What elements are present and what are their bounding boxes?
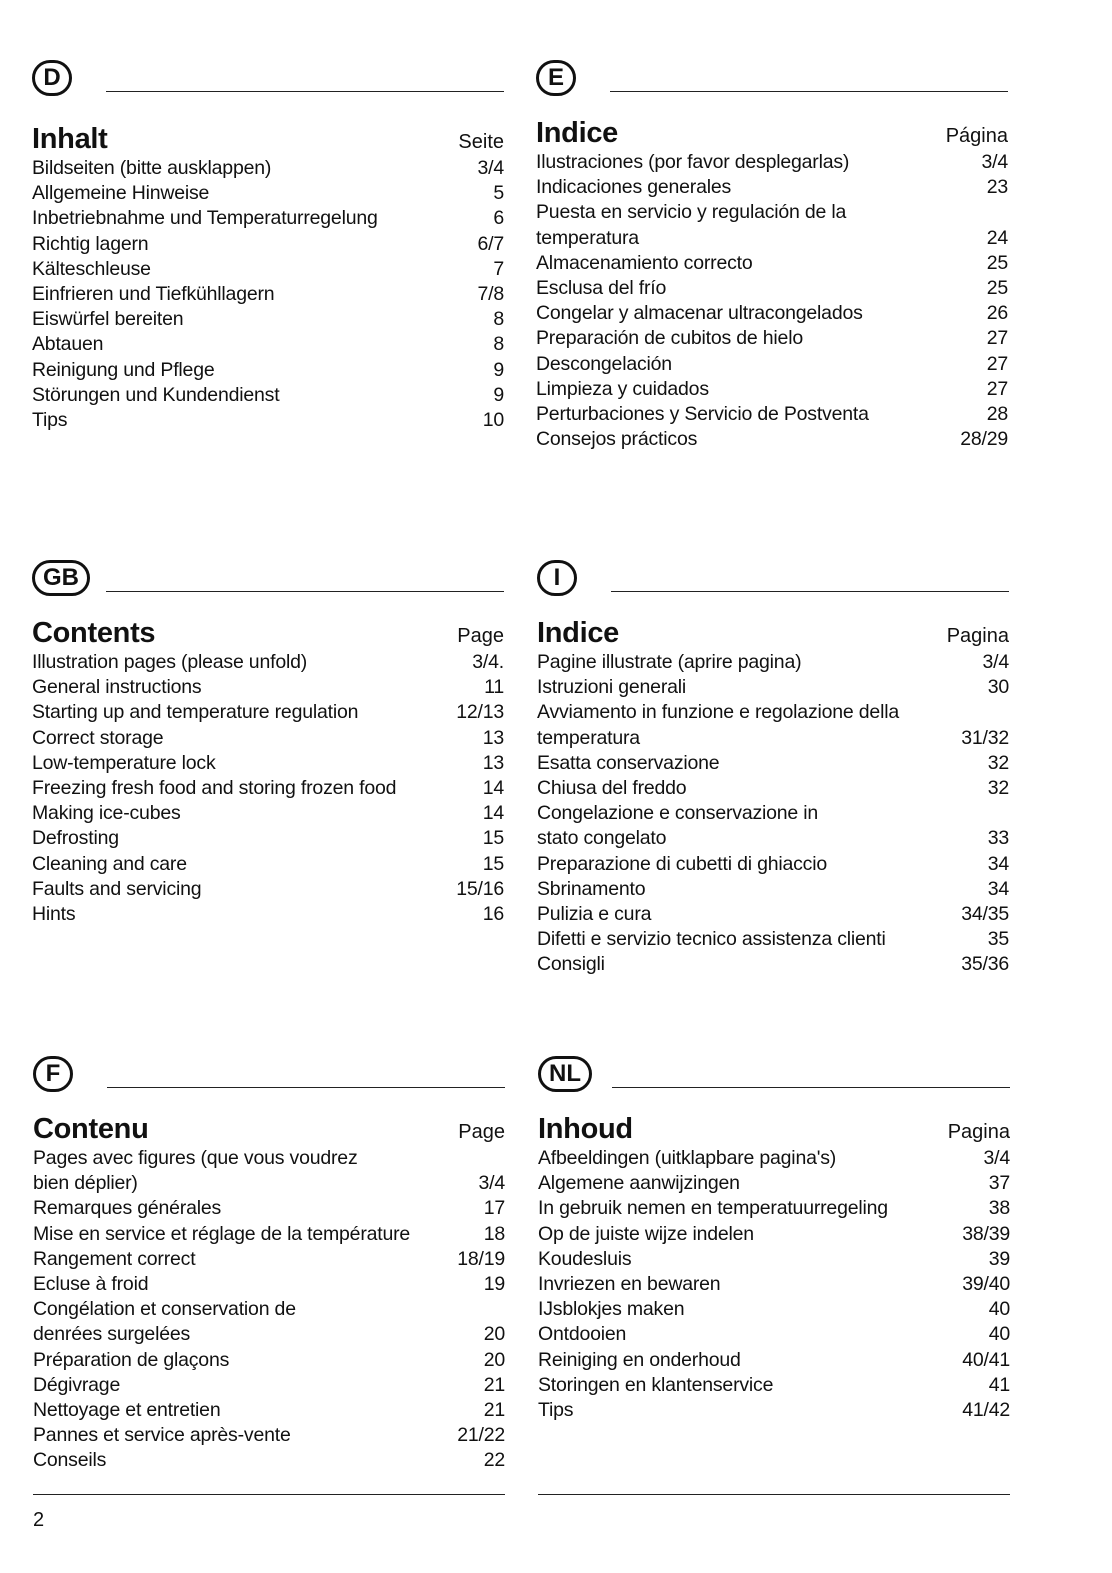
toc-entry-page: 41/42 [962, 1399, 1010, 1422]
toc-entry-page: 34/35 [961, 903, 1009, 926]
toc-entry-page: 15 [482, 852, 504, 875]
toc-entry [537, 801, 1009, 851]
toc-entry-page: 33 [987, 827, 1009, 850]
toc-entry-page: 34 [987, 877, 1009, 900]
toc-entry [536, 276, 1008, 301]
toc-entry-page: 39/40 [962, 1273, 1010, 1296]
toc-entry [536, 427, 1008, 452]
toc-entry-title: In gebruik nemen en temperatuurregeling [538, 1197, 888, 1220]
toc-entry [537, 902, 1009, 927]
toc-entry-page: 3/4 [982, 651, 1009, 673]
section-title: Indice [537, 617, 619, 649]
toc-entry-title: Abtauen [32, 333, 104, 356]
toc-entry-page: 16 [482, 903, 504, 926]
toc-entry-page: 28/29 [960, 428, 1008, 451]
toc-entry-page: 35/36 [961, 953, 1009, 976]
toc-entry-title: Sbrinamento [537, 877, 646, 900]
section-title: Indice [536, 117, 618, 149]
toc-entry [32, 675, 504, 700]
toc-entry [32, 801, 504, 826]
language-badge-i: I [537, 560, 577, 596]
toc-section-it [537, 560, 1009, 978]
toc-entry-page: 27 [986, 327, 1008, 350]
toc-entry-title: Remarques générales [33, 1197, 222, 1220]
toc-entry-title: Storingen en klantenservice [538, 1373, 774, 1396]
toc-entry-page: 3/4 [477, 157, 504, 179]
toc-entry-title: Kälteschleuse [32, 257, 151, 280]
toc-entry-title: Richtig lagern [32, 232, 149, 255]
toc-entry [33, 1247, 505, 1272]
toc-entry-title: Correct storage [32, 726, 164, 749]
toc-entry-title: Defrosting [32, 827, 119, 850]
toc-entry [538, 1272, 1010, 1297]
title-row [32, 617, 504, 650]
toc-entry [538, 1196, 1010, 1221]
language-badge-e: E [536, 60, 576, 96]
toc-entry-title: Indicaciones generales [536, 176, 732, 199]
toc-entry [33, 1222, 505, 1247]
toc-section-fr [33, 1056, 505, 1474]
toc-entry-page: 3/4. [472, 651, 504, 673]
toc-entry-page: 9 [493, 358, 504, 381]
toc-entry [33, 1146, 505, 1196]
toc-entry-title: Nettoyage et entretien [33, 1399, 221, 1422]
toc-entry-page: 14 [482, 802, 504, 825]
toc-entry-page: 21 [483, 1373, 505, 1396]
toc-entry [32, 650, 504, 675]
toc-entry-title: Making ice-cubes [32, 802, 181, 825]
toc-entry-title: Eiswürfel bereiten [32, 308, 184, 331]
toc-entry-page: 32 [987, 751, 1009, 774]
title-row [537, 617, 1009, 650]
toc-entry-page: 11 [484, 676, 504, 699]
toc-entry-title: Cleaning and care [32, 852, 187, 875]
toc-entry-page: 7/8 [477, 283, 504, 306]
toc-entry-title: Puesta en servicio y regulación de la temperatura [536, 201, 847, 249]
toc-entry-page: 27 [986, 377, 1008, 400]
toc-entry-page: 41 [988, 1373, 1010, 1396]
toc-section-de [32, 60, 504, 433]
toc-entry-page: 27 [986, 352, 1008, 375]
toc-entry-title: Pages avec figures (que vous voudrez bien déplier) [33, 1147, 358, 1195]
toc-entry-page: 38/39 [962, 1222, 1010, 1245]
toc-entry-title: Esatta conservazione [537, 751, 720, 774]
toc-entry [538, 1398, 1010, 1423]
toc-entry [33, 1423, 505, 1448]
toc-entry [537, 776, 1009, 801]
header-rule [610, 91, 1008, 92]
toc-entry-page: 13 [482, 726, 504, 749]
toc-entry [536, 377, 1008, 402]
toc-entry-page: 23 [986, 176, 1008, 199]
toc-entry-title: Koudesluis [538, 1247, 632, 1270]
toc-entry-page: 15 [482, 827, 504, 850]
toc-entries [33, 1146, 505, 1474]
toc-entry-title: Chiusa del freddo [537, 777, 687, 800]
toc-entry [537, 852, 1009, 877]
toc-entry-title: Reinigung und Pflege [32, 358, 215, 381]
toc-entry-page: 21 [483, 1399, 505, 1422]
toc-entry-title: Afbeeldingen (uitklapbare pagina's) [538, 1147, 837, 1169]
toc-entry-page: 18 [483, 1222, 505, 1245]
toc-entry [538, 1222, 1010, 1247]
section-header [33, 1056, 505, 1100]
section-header [538, 1056, 1010, 1100]
toc-entry [538, 1171, 1010, 1196]
toc-entry-title: Avviamento in funzione e regolazione della temperatura [537, 701, 899, 749]
toc-entry-title: Freezing fresh food and storing frozen food [32, 777, 397, 800]
toc-entry-title: Störungen und Kundendienst [32, 383, 280, 406]
toc-entry-title: Conseils [33, 1449, 107, 1472]
toc-entry [536, 326, 1008, 351]
toc-entry [537, 927, 1009, 952]
toc-section-es [536, 60, 1008, 452]
toc-entries [538, 1146, 1010, 1423]
page-column-label: Página [945, 125, 1008, 147]
toc-entry [32, 232, 504, 257]
toc-entry [537, 650, 1009, 675]
toc-entry [32, 257, 504, 282]
toc-entry [537, 675, 1009, 700]
toc-entry [32, 700, 504, 725]
toc-entry-page: 3/4 [983, 1147, 1010, 1169]
toc-entry [538, 1348, 1010, 1373]
section-header [32, 560, 504, 604]
toc-entry [536, 402, 1008, 427]
toc-entry-page: 32 [987, 777, 1009, 800]
toc-entry-title: Preparación de cubitos de hielo [536, 327, 803, 350]
page-column-label: Page [458, 1121, 505, 1143]
toc-entry-page: 9 [493, 383, 504, 406]
toc-entry-title: General instructions [32, 676, 202, 699]
toc-entry-page: 17 [483, 1197, 505, 1220]
footer-rule-right [538, 1494, 1010, 1495]
toc-entry-title: Congélation et conservation de denrées surgelées [33, 1298, 296, 1346]
page-number: 2 [33, 1509, 45, 1531]
title-row [32, 123, 504, 156]
toc-entry-title: Rangement correct [33, 1247, 196, 1270]
section-header [32, 60, 504, 104]
toc-entry-page: 18/19 [457, 1247, 505, 1270]
toc-entry [33, 1373, 505, 1398]
toc-entry-title: Pannes et service après-vente [33, 1424, 291, 1447]
toc-entry-title: Difetti e servizio tecnico assistenza clienti [537, 928, 886, 951]
toc-entry [33, 1297, 505, 1347]
toc-entry [538, 1322, 1010, 1347]
section-title: Inhoud [538, 1113, 633, 1145]
language-badge-nl: NL [538, 1056, 592, 1092]
toc-entry [538, 1146, 1010, 1171]
toc-entry [32, 408, 504, 433]
toc-entry-title: Consigli [537, 953, 605, 976]
toc-entry [33, 1448, 505, 1473]
toc-entry-page: 6 [493, 207, 504, 230]
toc-entry-page: 7 [493, 257, 504, 280]
toc-entry-title: Low-temperature lock [32, 751, 216, 774]
toc-entries [32, 650, 504, 927]
toc-entry-page: 28 [986, 403, 1008, 426]
toc-entry-title: Pagine illustrate (aprire pagina) [537, 651, 802, 673]
toc-section-nl [538, 1056, 1010, 1423]
toc-entry-title: Tips [538, 1399, 574, 1422]
toc-entry [538, 1247, 1010, 1272]
toc-entry-title: Preparazione di cubetti di ghiaccio [537, 852, 828, 875]
toc-entry-title: Limpieza y cuidados [536, 377, 709, 400]
toc-entry [33, 1348, 505, 1373]
toc-entry-page: 25 [986, 277, 1008, 300]
toc-entry-title: Ecluse à froid [33, 1273, 149, 1296]
toc-entry-page: 20 [483, 1348, 505, 1371]
toc-entry [32, 358, 504, 383]
page-column-label: Pagina [947, 1121, 1010, 1143]
toc-entry-title: Op de juiste wijze indelen [538, 1222, 754, 1245]
toc-entry-page: 24 [986, 226, 1008, 249]
page-column-label: Pagina [946, 625, 1009, 647]
section-header [536, 60, 1008, 104]
toc-entry-title: Faults and servicing [32, 877, 202, 900]
toc-entry [32, 156, 504, 181]
toc-entry [537, 700, 1009, 750]
toc-entry-title: Hints [32, 903, 76, 926]
toc-entry-title: Istruzioni generali [537, 676, 687, 699]
toc-entry-page: 40 [988, 1323, 1010, 1346]
toc-entry-page: 3/4 [981, 151, 1008, 173]
toc-entry-title: Bildseiten (bitte ausklappen) [32, 157, 272, 179]
toc-entry-page: 30 [987, 676, 1009, 699]
toc-entry-page: 39 [988, 1247, 1010, 1270]
toc-entry-title: Allgemeine Hinweise [32, 182, 210, 205]
toc-section-gb [32, 560, 504, 927]
toc-entry-title: Ontdooien [538, 1323, 627, 1346]
toc-entry [32, 282, 504, 307]
toc-entry [33, 1196, 505, 1221]
toc-entry-title: Perturbaciones y Servicio de Postventa [536, 403, 869, 426]
toc-entry [33, 1398, 505, 1423]
header-rule [107, 1087, 505, 1088]
toc-entry-title: Tips [32, 409, 68, 432]
toc-entry [32, 206, 504, 231]
toc-entry [32, 332, 504, 357]
toc-entry-page: 34 [987, 852, 1009, 875]
toc-entry-title: Illustration pages (please unfold) [32, 651, 308, 673]
language-badge-f: F [33, 1056, 73, 1092]
toc-entry [536, 251, 1008, 276]
toc-entry-page: 13 [482, 751, 504, 774]
title-row [538, 1113, 1010, 1146]
toc-entry-title: Einfrieren und Tiefkühllagern [32, 283, 275, 306]
toc-entry-page: 31/32 [961, 726, 1009, 749]
toc-entry-page: 22 [483, 1449, 505, 1472]
toc-entry-title: Inbetriebnahme und Temperaturregelung [32, 207, 378, 230]
section-title: Contents [32, 617, 156, 649]
toc-entry-title: Descongelación [536, 352, 672, 375]
toc-entry-page: 37 [988, 1172, 1010, 1195]
toc-entry-page: 10 [482, 409, 504, 432]
toc-entry [32, 826, 504, 851]
toc-entry-page: 6/7 [477, 232, 504, 255]
toc-entry [32, 852, 504, 877]
toc-entry-title: Dégivrage [33, 1373, 121, 1396]
toc-entry-title: Esclusa del frío [536, 277, 667, 300]
header-rule [106, 591, 504, 592]
header-rule [611, 591, 1009, 592]
page-column-label: Page [457, 625, 504, 647]
toc-entry-page: 12/13 [456, 701, 504, 724]
toc-entries [537, 650, 1009, 978]
toc-entry-page: 14 [482, 777, 504, 800]
toc-entry-page: 26 [986, 302, 1008, 325]
section-header [537, 560, 1009, 604]
toc-entries [32, 156, 504, 433]
toc-entry-title: Reiniging en onderhoud [538, 1348, 741, 1371]
toc-entry [536, 352, 1008, 377]
page-column-label: Seite [458, 131, 504, 153]
toc-entry-page: 8 [493, 308, 504, 331]
toc-entry [33, 1272, 505, 1297]
toc-entry-title: Préparation de glaçons [33, 1348, 230, 1371]
toc-entry-title: Almacenamiento correcto [536, 251, 753, 274]
toc-entry [536, 200, 1008, 250]
title-row [33, 1113, 505, 1146]
toc-entry [537, 877, 1009, 902]
toc-entry [32, 181, 504, 206]
toc-entry-page: 40 [988, 1298, 1010, 1321]
toc-entry [32, 902, 504, 927]
toc-entry-page: 21/22 [457, 1424, 505, 1447]
toc-entry-page: 20 [483, 1323, 505, 1346]
toc-entry [32, 776, 504, 801]
toc-entry-title: Starting up and temperature regulation [32, 701, 359, 724]
header-rule [106, 91, 504, 92]
toc-entry-title: Congelazione e conservazione in stato congelato [537, 802, 819, 850]
toc-entry-title: IJsblokjes maken [538, 1298, 685, 1321]
toc-entry [32, 383, 504, 408]
toc-entry-title: Consejos prácticos [536, 428, 698, 451]
toc-entry [536, 150, 1008, 175]
section-title: Contenu [33, 1113, 149, 1145]
toc-entry [32, 726, 504, 751]
toc-entry [536, 301, 1008, 326]
toc-entry-title: Ilustraciones (por favor desplegarlas) [536, 151, 850, 173]
language-badge-d: D [32, 60, 72, 96]
toc-entry [32, 307, 504, 332]
toc-entry-page: 40/41 [962, 1348, 1010, 1371]
toc-entry-page: 8 [493, 333, 504, 356]
header-rule [612, 1087, 1010, 1088]
toc-entry [538, 1373, 1010, 1398]
toc-entry-title: Invriezen en bewaren [538, 1273, 721, 1296]
toc-entry-page: 5 [493, 182, 504, 205]
toc-entry [538, 1297, 1010, 1322]
toc-entries [536, 150, 1008, 452]
footer-rule-left [33, 1494, 505, 1495]
toc-entry [32, 751, 504, 776]
toc-entry-page: 15/16 [456, 877, 504, 900]
toc-entry [536, 175, 1008, 200]
language-badge-gb: GB [32, 560, 90, 596]
toc-entry-page: 19 [483, 1273, 505, 1296]
toc-entry-title: Algemene aanwijzingen [538, 1172, 740, 1195]
toc-entry [537, 751, 1009, 776]
section-title: Inhalt [32, 123, 108, 155]
toc-entry-title: Mise en service et réglage de la température [33, 1222, 411, 1245]
toc-entry [32, 877, 504, 902]
title-row [536, 117, 1008, 150]
toc-entry [537, 952, 1009, 977]
toc-entry-page: 38 [988, 1197, 1010, 1220]
toc-entry-title: Pulizia e cura [537, 903, 652, 926]
toc-entry-page: 25 [986, 251, 1008, 274]
toc-entry-title: Congelar y almacenar ultracongelados [536, 302, 863, 325]
toc-entry-page: 35 [987, 928, 1009, 951]
toc-entry-page: 3/4 [478, 1172, 505, 1195]
